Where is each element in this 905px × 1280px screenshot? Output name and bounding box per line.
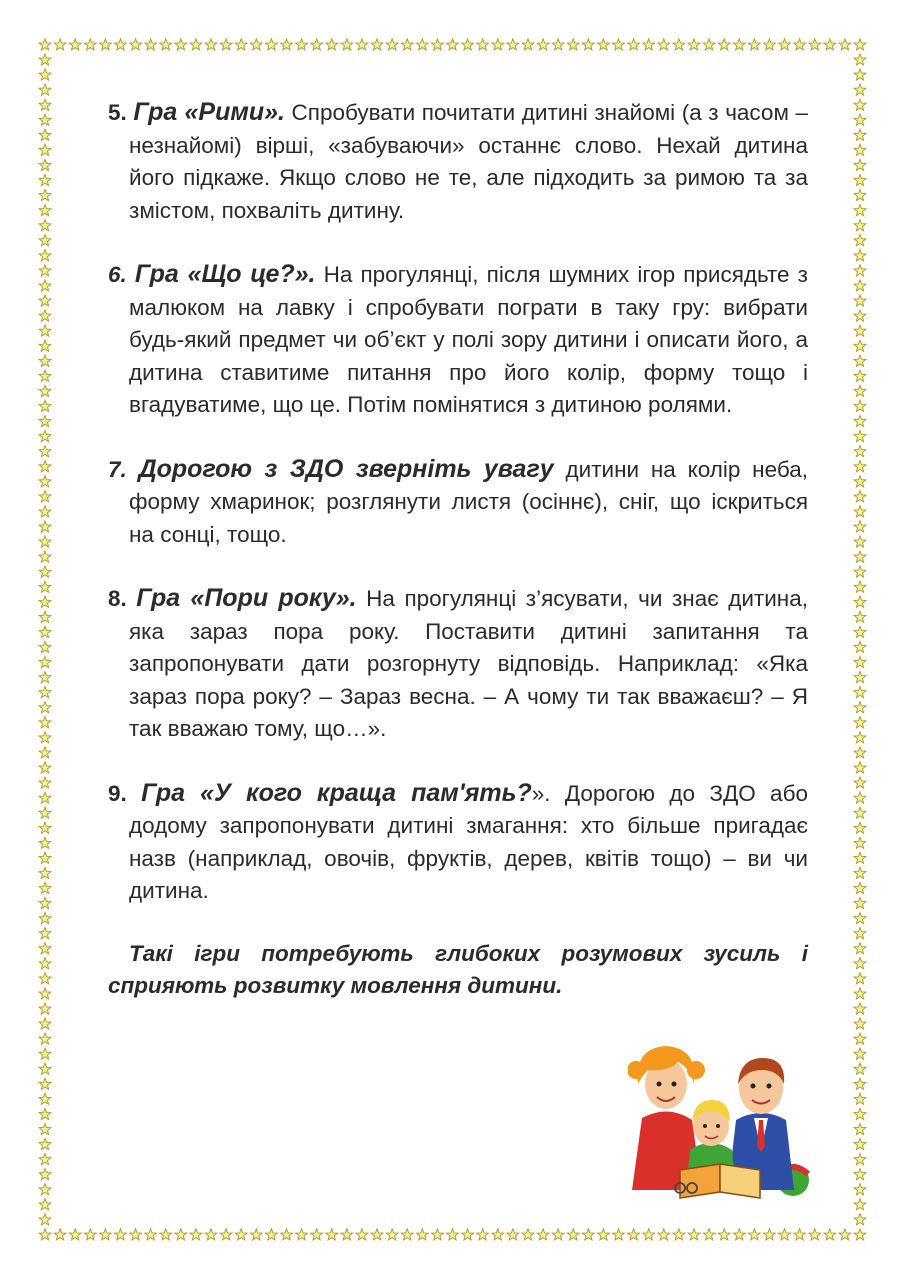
star-icon	[39, 220, 51, 231]
star-icon	[854, 581, 866, 592]
item-text: На прогулянці, після шумних ігор присядьте з малюком на лавку і спробувати пограти в таку гру: вибрати будь-який предмет чи об’єкт у полі зору дитини і описати його, а дитина ставитиме питання про його колір, форму тощо і вгадуватиме, що це. Потім помінятися з дитиною ролями.	[129, 262, 808, 417]
star-icon	[39, 174, 51, 185]
star-icon	[522, 1229, 534, 1240]
star-icon	[598, 39, 610, 50]
star-icon	[854, 596, 866, 607]
star-icon	[854, 852, 866, 863]
star-icon	[39, 1033, 51, 1044]
star-icon	[266, 1229, 278, 1240]
star-icon	[613, 1229, 625, 1240]
star-icon	[779, 39, 791, 50]
star-icon	[39, 506, 51, 517]
star-icon	[190, 39, 202, 50]
star-icon	[341, 39, 353, 50]
star-icon	[100, 1229, 112, 1240]
star-icon	[507, 39, 519, 50]
star-icon	[854, 1018, 866, 1029]
star-icon	[39, 114, 51, 125]
star-icon	[447, 1229, 459, 1240]
star-icon	[39, 69, 51, 80]
star-icon	[854, 446, 866, 457]
star-icon	[854, 159, 866, 170]
star-icon	[552, 1229, 564, 1240]
star-icon	[854, 189, 866, 200]
star-icon	[39, 370, 51, 381]
star-icon	[854, 867, 866, 878]
star-icon	[718, 39, 730, 50]
star-icon	[779, 1229, 791, 1240]
star-icon	[235, 39, 247, 50]
star-icon	[854, 461, 866, 472]
star-icon	[854, 973, 866, 984]
star-icon	[416, 39, 428, 50]
item-text: дитини на колір неба, форму хмаринок; розглянути листя (осіннє), сніг, що іскриться на сонці, тощо.	[129, 456, 808, 547]
star-icon	[190, 1229, 202, 1240]
star-icon	[854, 265, 866, 276]
star-icon	[764, 39, 776, 50]
star-icon	[401, 39, 413, 50]
star-icon	[854, 280, 866, 291]
star-icon	[839, 39, 851, 50]
star-icon	[39, 973, 51, 984]
star-icon	[733, 1229, 745, 1240]
star-icon	[552, 39, 564, 50]
star-icon	[613, 39, 625, 50]
star-icon	[854, 656, 866, 667]
star-icon	[205, 39, 217, 50]
star-icon	[39, 897, 51, 908]
list-item-9	[108, 777, 808, 908]
item-heading: Гра «Що це?».	[134, 260, 316, 288]
star-icon	[673, 39, 685, 50]
star-icon	[492, 39, 504, 50]
star-icon	[432, 1229, 444, 1240]
star-icon	[854, 114, 866, 125]
star-icon	[39, 446, 51, 457]
star-icon	[854, 536, 866, 547]
star-icon	[854, 250, 866, 261]
star-icon	[854, 84, 866, 95]
star-icon	[537, 1229, 549, 1240]
star-icon	[567, 39, 579, 50]
star-icon	[854, 687, 866, 698]
star-icon	[703, 39, 715, 50]
star-icon	[220, 1229, 232, 1240]
star-icon	[854, 174, 866, 185]
star-icon	[582, 1229, 594, 1240]
item-heading: Гра «У кого краща пам'ять?	[141, 778, 532, 807]
item-heading: Дорогою з ЗДО зверніть увагу	[138, 454, 554, 483]
star-icon	[416, 1229, 428, 1240]
star-icon	[854, 641, 866, 652]
star-icon	[39, 355, 51, 366]
star-icon	[115, 1229, 127, 1240]
star-icon	[854, 1093, 866, 1104]
star-icon	[39, 536, 51, 547]
star-icon	[673, 1229, 685, 1240]
star-icon	[39, 1108, 51, 1119]
star-icon	[854, 205, 866, 216]
star-icon	[477, 39, 489, 50]
star-icon	[326, 1229, 338, 1240]
star-icon	[39, 1123, 51, 1134]
star-icon	[130, 1229, 142, 1240]
star-icon	[356, 1229, 368, 1240]
star-icon	[854, 1154, 866, 1165]
star-icon	[39, 250, 51, 261]
star-icon	[175, 1229, 187, 1240]
star-icon	[39, 129, 51, 140]
star-icon	[854, 220, 866, 231]
star-icon	[39, 672, 51, 683]
star-icon	[658, 1229, 670, 1240]
star-icon	[854, 1048, 866, 1059]
star-icon	[311, 1229, 323, 1240]
star-icon	[854, 1078, 866, 1089]
star-icon	[39, 717, 51, 728]
star-icon	[854, 476, 866, 487]
star-icon	[628, 1229, 640, 1240]
star-icon	[39, 189, 51, 200]
star-icon	[824, 1229, 836, 1240]
star-icon	[39, 415, 51, 426]
star-icon	[854, 521, 866, 532]
star-icon	[854, 355, 866, 366]
star-icon	[582, 39, 594, 50]
star-icon	[854, 129, 866, 140]
star-icon	[100, 39, 112, 50]
star-icon	[281, 39, 293, 50]
star-icon	[39, 1214, 51, 1225]
star-icon	[69, 39, 81, 50]
star-icon	[39, 1199, 51, 1210]
star-icon	[296, 39, 308, 50]
star-icon	[764, 1229, 776, 1240]
star-icon	[447, 39, 459, 50]
star-icon	[39, 1093, 51, 1104]
star-icon	[39, 1138, 51, 1149]
star-icon	[477, 1229, 489, 1240]
star-icon	[341, 1229, 353, 1240]
star-icon	[854, 1003, 866, 1014]
star-icon	[39, 1184, 51, 1195]
star-icon	[39, 641, 51, 652]
star-icon	[688, 39, 700, 50]
star-icon	[462, 1229, 474, 1240]
star-icon	[39, 54, 51, 65]
star-icon	[688, 1229, 700, 1240]
star-icon	[854, 672, 866, 683]
star-icon	[39, 747, 51, 758]
star-icon	[854, 566, 866, 577]
star-icon	[39, 626, 51, 637]
star-icon	[39, 732, 51, 743]
star-icon	[371, 39, 383, 50]
list-item-7	[108, 453, 808, 552]
star-icon	[250, 39, 262, 50]
star-icon	[39, 611, 51, 622]
item-number: 6.	[108, 262, 127, 287]
star-icon	[432, 39, 444, 50]
star-icon	[854, 69, 866, 80]
star-icon	[39, 265, 51, 276]
star-icon	[854, 385, 866, 396]
star-icon	[356, 39, 368, 50]
star-icon	[854, 506, 866, 517]
star-icon	[824, 39, 836, 50]
star-icon	[39, 943, 51, 954]
star-icon	[39, 958, 51, 969]
star-icon	[854, 882, 866, 893]
star-icon	[854, 235, 866, 246]
star-icon	[39, 235, 51, 246]
star-icon	[266, 39, 278, 50]
star-icon	[492, 1229, 504, 1240]
star-icon	[854, 988, 866, 999]
star-icon	[854, 430, 866, 441]
star-icon	[39, 656, 51, 667]
star-icon	[39, 1229, 51, 1240]
star-icon	[39, 792, 51, 803]
star-icon	[54, 39, 66, 50]
star-icon	[718, 1229, 730, 1240]
star-icon	[39, 1018, 51, 1029]
star-icon	[39, 310, 51, 321]
item-text: На прогулянці з’ясувати, чи знає дитина, яка зараз пора року. Поставити дитині запитання та запропонувати дати розгорнуту відповідь. Наприклад: «Яка зараз пора року? – Зараз весна. – А чому ти так вважаєш? – Я так вважаю тому, що…».	[129, 586, 808, 741]
star-icon	[854, 928, 866, 939]
item-text: ». Дорогою до ЗДО або додому запропонувати дитині змагання: хто більше пригадає назв (наприклад, овочів, фруктів, дерев, квітів тощо) – ви чи дитина.	[129, 780, 808, 903]
star-icon	[794, 39, 806, 50]
star-icon	[854, 325, 866, 336]
star-icon	[39, 400, 51, 411]
star-icon	[39, 340, 51, 351]
star-icon	[854, 54, 866, 65]
star-icon	[854, 837, 866, 848]
star-icon	[39, 702, 51, 713]
star-icon	[175, 39, 187, 50]
star-icon	[854, 1229, 866, 1240]
star-icon	[39, 566, 51, 577]
star-icon	[598, 1229, 610, 1240]
star-icon	[69, 1229, 81, 1240]
star-icon	[567, 1229, 579, 1240]
star-icon	[39, 39, 51, 50]
star-icon	[854, 1169, 866, 1180]
item-number: 5.	[108, 100, 127, 125]
star-icon	[854, 747, 866, 758]
star-icon	[145, 39, 157, 50]
star-icon	[311, 39, 323, 50]
document-body	[108, 96, 808, 1003]
star-icon	[854, 99, 866, 110]
star-icon	[39, 867, 51, 878]
star-icon	[854, 295, 866, 306]
item-heading: Гра «Пори року».	[136, 584, 357, 612]
star-icon	[854, 822, 866, 833]
star-icon	[39, 84, 51, 95]
star-icon	[39, 1063, 51, 1074]
conclusion-text: Такі ігри потребують глибоких розумових зусиль і сприяють розвитку мовлення дитини.	[108, 940, 808, 998]
item-heading: Гра «Рими».	[133, 98, 285, 126]
star-icon	[39, 807, 51, 818]
star-icon	[854, 1123, 866, 1134]
star-icon	[84, 1229, 96, 1240]
star-icon	[854, 913, 866, 924]
star-icon	[39, 430, 51, 441]
star-icon	[386, 39, 398, 50]
star-icon	[809, 1229, 821, 1240]
item-text: Спробувати почитати дитині знайомі (а з часом – незнайомі) вірші, «забуваючи» останнє слово. Нехай дитина його підкаже. Якщо слово не те, але підходить за римою та за змістом, похваліть дитину.	[129, 100, 808, 223]
star-icon	[281, 1229, 293, 1240]
star-icon	[39, 928, 51, 939]
star-icon	[39, 777, 51, 788]
star-icon	[854, 807, 866, 818]
star-icon	[39, 687, 51, 698]
star-icon	[854, 1033, 866, 1044]
star-icon	[145, 1229, 157, 1240]
star-icon	[84, 39, 96, 50]
star-icon	[794, 1229, 806, 1240]
star-icon	[854, 1214, 866, 1225]
star-icon	[205, 1229, 217, 1240]
star-icon	[39, 295, 51, 306]
star-icon	[854, 491, 866, 502]
list-item-5	[108, 96, 808, 227]
star-icon	[39, 1078, 51, 1089]
star-icon	[326, 39, 338, 50]
star-icon	[250, 1229, 262, 1240]
star-icon	[854, 1063, 866, 1074]
star-icon	[854, 792, 866, 803]
star-icon	[39, 882, 51, 893]
star-icon	[839, 1229, 851, 1240]
star-icon	[854, 717, 866, 728]
star-icon	[854, 732, 866, 743]
star-icon	[39, 476, 51, 487]
star-icon	[39, 205, 51, 216]
star-icon	[854, 762, 866, 773]
star-icon	[854, 777, 866, 788]
star-icon	[39, 159, 51, 170]
star-icon	[39, 1048, 51, 1059]
star-icon	[115, 39, 127, 50]
star-icon	[39, 325, 51, 336]
star-icon	[235, 1229, 247, 1240]
star-icon	[733, 39, 745, 50]
star-icon	[854, 370, 866, 381]
star-icon	[401, 1229, 413, 1240]
star-icon	[386, 1229, 398, 1240]
star-icon	[854, 340, 866, 351]
star-icon	[854, 1108, 866, 1119]
star-icon	[39, 852, 51, 863]
item-number: 7.	[108, 456, 127, 482]
star-icon	[854, 943, 866, 954]
star-icon	[854, 611, 866, 622]
star-icon	[854, 39, 866, 50]
star-icon	[39, 1169, 51, 1180]
star-icon	[160, 1229, 172, 1240]
star-icon	[854, 551, 866, 562]
family-reading-illustration	[628, 1040, 813, 1200]
list-item-8	[108, 582, 808, 746]
star-icon	[854, 1138, 866, 1149]
star-icon	[39, 1003, 51, 1014]
star-icon	[39, 1154, 51, 1165]
star-icon	[130, 39, 142, 50]
star-icon	[854, 400, 866, 411]
star-icon	[39, 913, 51, 924]
star-icon	[703, 1229, 715, 1240]
star-icon	[39, 385, 51, 396]
star-icon	[658, 39, 670, 50]
star-icon	[749, 1229, 761, 1240]
star-icon	[39, 581, 51, 592]
star-icon	[39, 280, 51, 291]
star-icon	[39, 837, 51, 848]
star-icon	[854, 144, 866, 155]
star-icon	[462, 39, 474, 50]
star-icon	[54, 1229, 66, 1240]
star-icon	[39, 461, 51, 472]
star-icon	[39, 144, 51, 155]
star-icon	[39, 491, 51, 502]
star-icon	[854, 1199, 866, 1210]
item-number: 8.	[108, 586, 127, 611]
star-icon	[854, 310, 866, 321]
star-icon	[39, 99, 51, 110]
star-icon	[220, 39, 232, 50]
star-icon	[39, 551, 51, 562]
star-icon	[809, 39, 821, 50]
star-icon	[749, 39, 761, 50]
star-icon	[39, 822, 51, 833]
star-icon	[854, 626, 866, 637]
star-icon	[854, 415, 866, 426]
star-icon	[643, 1229, 655, 1240]
star-icon	[628, 39, 640, 50]
star-icon	[160, 39, 172, 50]
star-icon	[371, 1229, 383, 1240]
item-number: 9.	[108, 780, 127, 806]
star-icon	[522, 39, 534, 50]
star-icon	[643, 39, 655, 50]
star-icon	[39, 762, 51, 773]
star-icon	[296, 1229, 308, 1240]
list-item-6	[108, 258, 808, 422]
star-icon	[854, 958, 866, 969]
star-icon	[854, 897, 866, 908]
star-icon	[39, 988, 51, 999]
star-icon	[507, 1229, 519, 1240]
star-icon	[39, 596, 51, 607]
star-icon	[854, 702, 866, 713]
star-icon	[39, 521, 51, 532]
star-icon	[854, 1184, 866, 1195]
star-icon	[537, 39, 549, 50]
